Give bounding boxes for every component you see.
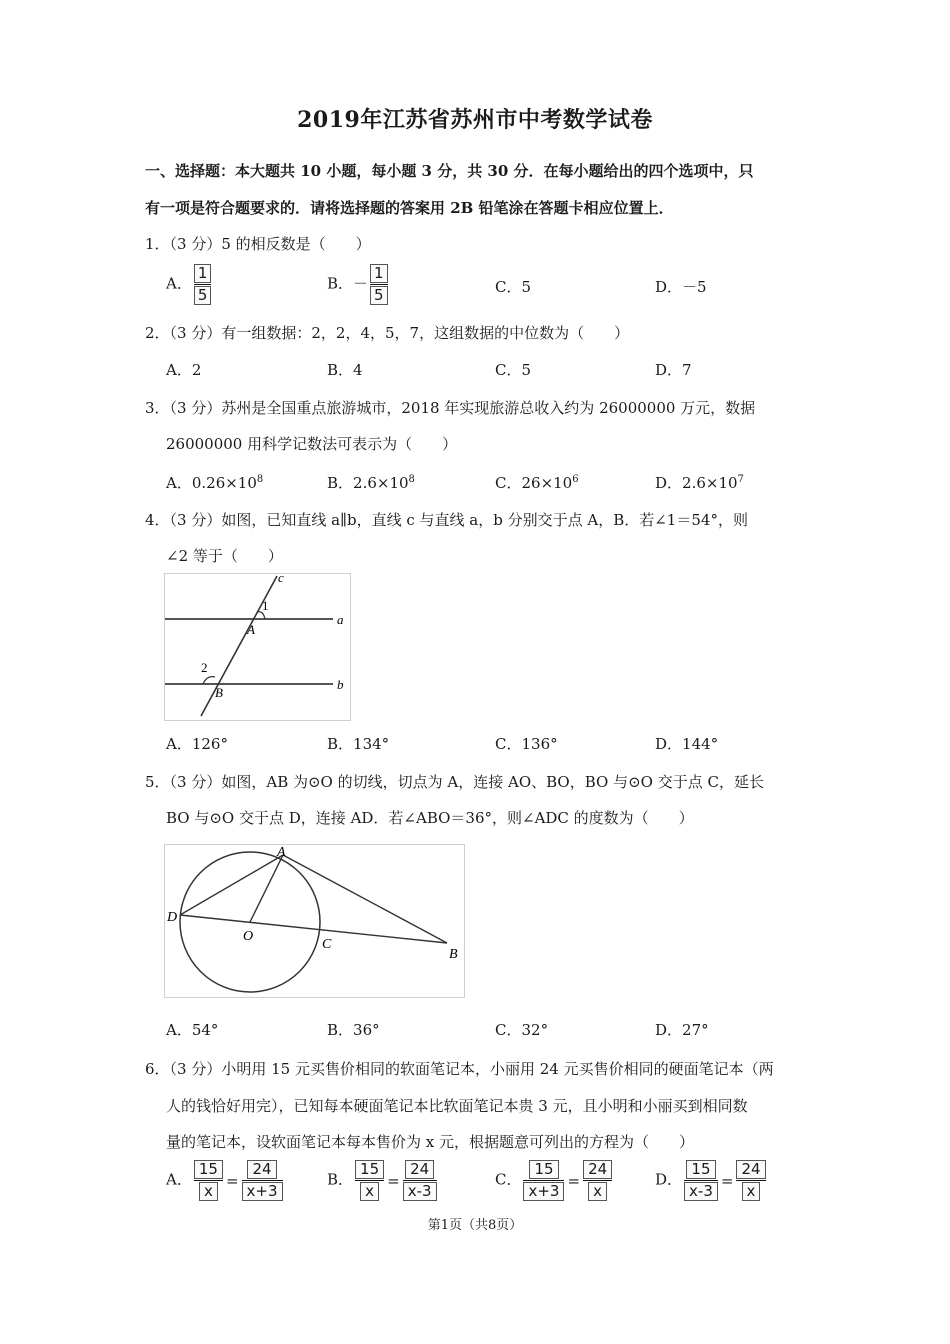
label-point-d: D bbox=[167, 910, 178, 925]
q1-b-numerator: 1 bbox=[370, 264, 388, 283]
q6-d-right-denominator: x bbox=[742, 1182, 761, 1201]
q5-option-b[interactable]: B．36° bbox=[327, 1021, 380, 1039]
q6-a-right-fraction bbox=[242, 1160, 283, 1201]
q6-b-right-denominator: x-3 bbox=[403, 1182, 437, 1201]
q6-d-label: D． bbox=[655, 1170, 683, 1189]
q1-b-fraction bbox=[370, 264, 388, 305]
q6-c-equals: = bbox=[567, 1171, 581, 1190]
q3-a-base: A．0.26×10 bbox=[166, 474, 257, 492]
q1-a-numerator: 1 bbox=[194, 264, 212, 283]
q6-d-equals: = bbox=[720, 1171, 734, 1190]
q1-option-d[interactable]: D．－5 bbox=[655, 278, 707, 296]
q4-figure bbox=[164, 573, 351, 721]
q3-option-d[interactable] bbox=[655, 472, 744, 493]
angle-2-arc bbox=[203, 677, 215, 684]
q6-a-label: A． bbox=[166, 1170, 192, 1189]
q1-a-label: A． bbox=[166, 274, 192, 293]
label-point-c: C bbox=[322, 937, 332, 952]
q6-option-c[interactable] bbox=[495, 1160, 614, 1201]
q3-b-base: B．2.6×10 bbox=[327, 474, 409, 492]
label-c: c bbox=[278, 574, 284, 585]
q1-b-label: B．－ bbox=[327, 274, 369, 293]
q6-a-equals: = bbox=[225, 1171, 239, 1190]
label-point-b: B bbox=[449, 947, 458, 962]
q1-option-c[interactable]: C．5 bbox=[495, 278, 532, 296]
q6-c-left-denominator: x+3 bbox=[523, 1182, 564, 1201]
page-title: 2019年江苏省苏州市中考数学试卷 bbox=[297, 107, 653, 133]
segment-ab bbox=[283, 855, 447, 943]
label-point-b: B bbox=[215, 685, 223, 700]
q3-c-exponent: 6 bbox=[572, 474, 579, 485]
q4-figure-svg bbox=[165, 574, 350, 720]
label-point-o: O bbox=[243, 929, 254, 944]
label-point-a: A bbox=[247, 622, 255, 637]
q6-d-right-fraction bbox=[736, 1160, 765, 1201]
q6-option-a[interactable] bbox=[166, 1160, 285, 1201]
q1-a-fraction bbox=[194, 264, 212, 305]
section-instructions-line2: 有一项是符合题要求的．请将选择题的答案用 2B 铅笔涂在答题卡相应位置上． bbox=[145, 199, 674, 217]
q6-c-left-fraction bbox=[523, 1160, 564, 1201]
q6-b-left-numerator: 15 bbox=[355, 1160, 384, 1179]
q6-d-left-fraction bbox=[684, 1160, 718, 1201]
q1-b-denominator: 5 bbox=[370, 286, 388, 305]
q6-c-label: C． bbox=[495, 1170, 522, 1189]
q6-option-d[interactable] bbox=[655, 1160, 768, 1201]
q1-option-a[interactable] bbox=[166, 264, 213, 305]
q4-stem-line2: ∠2 等于（ ） bbox=[166, 547, 283, 565]
label-angle-1: 1 bbox=[262, 598, 269, 613]
q5-option-d[interactable]: D．27° bbox=[655, 1021, 709, 1039]
q3-c-base: C．26×10 bbox=[495, 474, 573, 492]
q3-option-c[interactable] bbox=[495, 472, 579, 493]
q6-a-right-numerator: 24 bbox=[247, 1160, 276, 1179]
q6-b-left-fraction bbox=[355, 1160, 384, 1201]
q6-d-left-denominator: x-3 bbox=[684, 1182, 718, 1201]
q6-c-right-numerator: 24 bbox=[583, 1160, 612, 1179]
q6-d-left-numerator: 15 bbox=[686, 1160, 715, 1179]
q3-option-b[interactable] bbox=[327, 472, 415, 493]
label-angle-2: 2 bbox=[201, 660, 208, 675]
page-footer: 第1页（共8页） bbox=[427, 1218, 523, 1233]
q6-a-left-denominator: x bbox=[199, 1182, 218, 1201]
q4-option-c[interactable]: C．136° bbox=[495, 735, 558, 753]
q1-option-b[interactable] bbox=[327, 264, 390, 305]
label-line-a: a bbox=[337, 612, 344, 627]
label-point-a: A bbox=[277, 845, 286, 860]
q5-figure bbox=[164, 844, 465, 998]
q6-d-right-numerator: 24 bbox=[736, 1160, 765, 1179]
q2-option-a[interactable]: A．2 bbox=[166, 361, 202, 379]
q6-stem-line1: 6．（3 分）小明用 15 元买售价相同的软面笔记本，小丽用 24 元买售价相同的硬面笔记本（两 bbox=[145, 1060, 774, 1078]
section-instructions-line1: 一、选择题：本大题共 10 小题，每小题 3 分，共 30 分．在每小题给出的四个选项中，只 bbox=[145, 162, 754, 180]
q6-a-right-denominator: x+3 bbox=[242, 1182, 283, 1201]
q6-option-b[interactable] bbox=[327, 1160, 439, 1201]
q4-option-b[interactable]: B．134° bbox=[327, 735, 390, 753]
q3-a-exponent: 8 bbox=[256, 474, 264, 485]
q2-option-c[interactable]: C．5 bbox=[495, 361, 532, 379]
q3-d-exponent: 7 bbox=[737, 474, 744, 485]
q6-b-equals: = bbox=[387, 1171, 400, 1190]
q6-stem-line3: 量的笔记本，设软面笔记本每本售价为 x 元，根据题意可列出的方程为（ ） bbox=[166, 1133, 694, 1151]
label-line-b: b bbox=[337, 677, 344, 692]
q2-option-b[interactable]: B．4 bbox=[327, 361, 363, 379]
q5-stem-line2: BO 与⊙O 交于点 D，连接 AD．若∠ABO＝36°，则∠ADC 的度数为（ ） bbox=[166, 809, 694, 827]
q6-b-right-numerator: 24 bbox=[405, 1160, 434, 1179]
q5-figure-svg bbox=[165, 845, 464, 997]
q2-stem: 2．（3 分）有一组数据：2，2，4，5，7，这组数据的中位数为（ ） bbox=[145, 324, 630, 342]
q3-d-base: D．2.6×10 bbox=[655, 474, 738, 492]
q3-option-a[interactable] bbox=[166, 472, 263, 493]
q6-a-left-fraction bbox=[194, 1160, 223, 1201]
q5-option-c[interactable]: C．32° bbox=[495, 1021, 549, 1039]
q6-c-right-fraction bbox=[583, 1160, 612, 1201]
q6-stem-line2: 人的钱恰好用完），已知每本硬面笔记本比软面笔记本贵 3 元，且小明和小丽买到相同数 bbox=[166, 1097, 748, 1115]
q6-b-label: B． bbox=[327, 1170, 354, 1189]
q5-stem-line1: 5．（3 分）如图，AB 为⊙O 的切线，切点为 A，连接 AO、BO，BO 与⊙O 交于点 C，延长 bbox=[145, 773, 764, 791]
q6-c-right-denominator: x bbox=[588, 1182, 607, 1201]
q3-b-exponent: 8 bbox=[408, 474, 415, 485]
q2-option-d[interactable]: D．7 bbox=[655, 361, 692, 379]
q1-a-denominator: 5 bbox=[194, 286, 212, 305]
q3-stem-line2: 26000000 用科学记数法可表示为（ ） bbox=[166, 435, 458, 453]
q6-b-right-fraction bbox=[403, 1160, 437, 1201]
q3-stem-line1: 3．（3 分）苏州是全国重点旅游城市，2018 年实现旅游总收入约为 26000000 万元，数据 bbox=[145, 399, 756, 417]
line-c bbox=[201, 576, 277, 716]
q4-option-a[interactable]: A．126° bbox=[166, 735, 228, 753]
q6-c-left-numerator: 15 bbox=[529, 1160, 558, 1179]
q4-stem-line1: 4．（3 分）如图，已知直线 a∥b，直线 c 与直线 a，b 分别交于点 A，B．若∠1＝54°，则 bbox=[145, 511, 748, 529]
q6-a-left-numerator: 15 bbox=[194, 1160, 223, 1179]
q4-option-d[interactable]: D．144° bbox=[655, 735, 719, 753]
q5-option-a[interactable]: A．54° bbox=[166, 1021, 219, 1039]
segment-db bbox=[180, 915, 447, 943]
q1-stem: 1．（3 分）5 的相反数是（ ） bbox=[145, 235, 371, 253]
q6-b-left-denominator: x bbox=[360, 1182, 379, 1201]
